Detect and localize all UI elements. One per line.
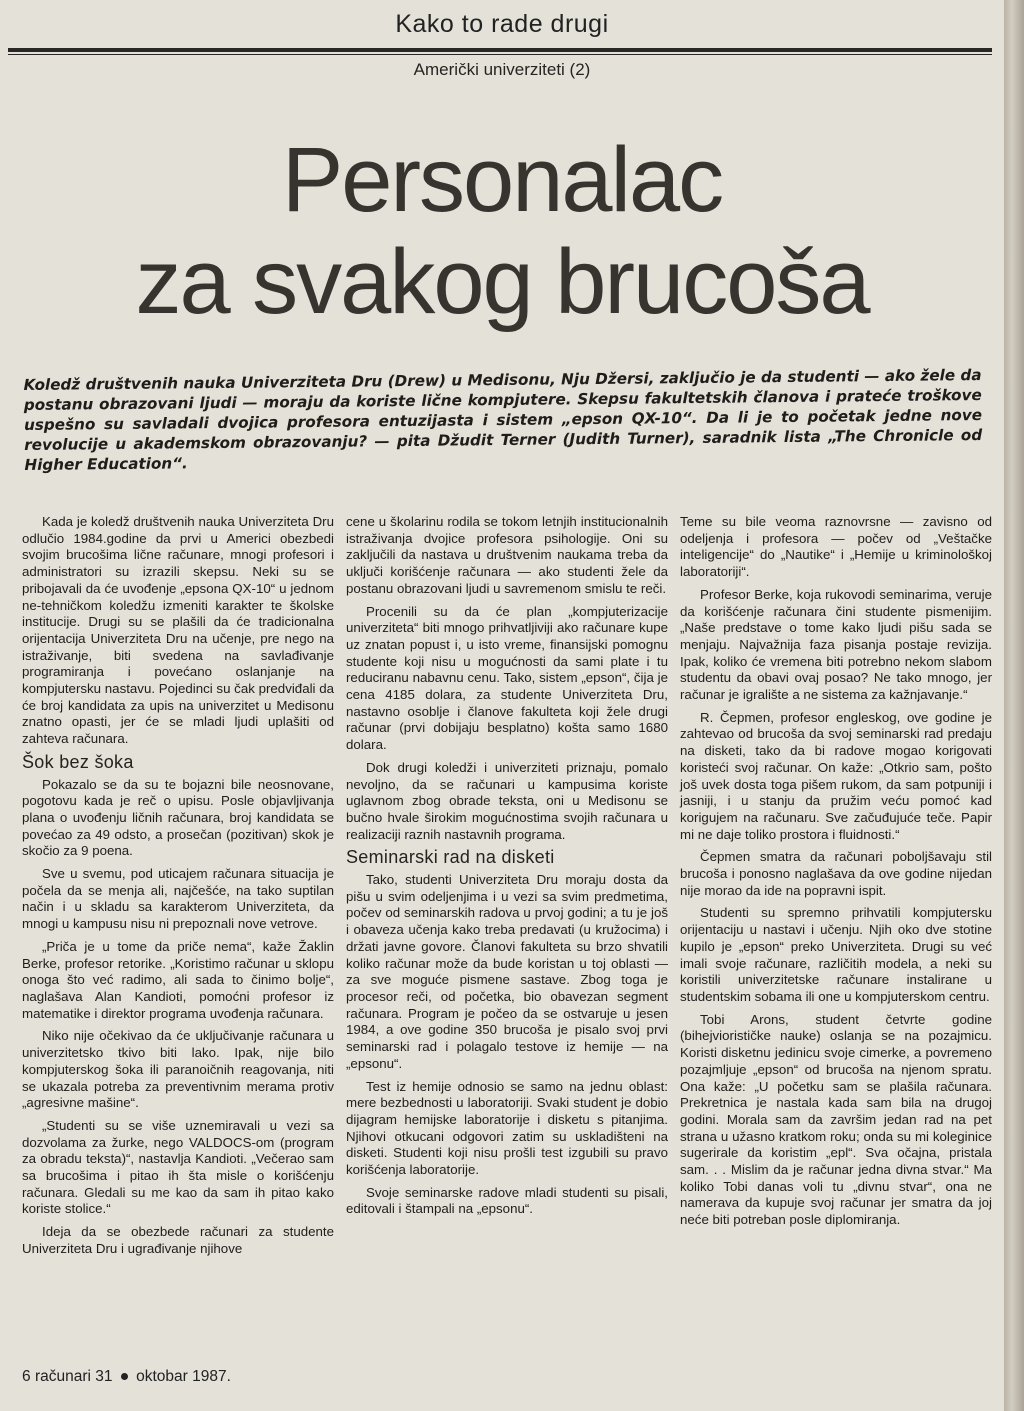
subheading: Seminarski rad na disketi bbox=[346, 847, 555, 868]
paragraph: R. Čepmen, profesor engleskog, ove godine je zahtevao od brucoša da svoj seminarski rad predaju na disketi, tako da bi radove mogao korigovati koristeći svoj računar. On kaže: „Otkrio sam, pošto još uvek dosta toga pišem rukom, da sam potpuniji i jasniji, i u stanju da pružim veću pomoć kad korigujem na računaru. Sve začuđujuće teče. Papir mi ne daje toliko prostora i fluidnosti.“ bbox=[680, 709, 992, 842]
paragraph: Ideja da se obezbede računari za studente Univerziteta Dru i ugrađivanje njihove bbox=[22, 1224, 334, 1256]
headline-line-1: Personalac bbox=[281, 129, 723, 231]
paragraph: Tako, studenti Univerziteta Dru moraju dosta da pišu u svim odeljenjima i u vezi sa svim predmetima, počev od seminarskih radova u prvoj godini; a tu je još i obaveza učenja kako treba predavati (u kružocima) i držati javne govore. Članovi fakulteta su brzo shvatili koliko računar može da bude koristan u toj oblasti — za sve moguće pismene sastave. Zbog toga je procesor reči, od početka, bio obavezan segment računara. Program je počeo da se ostvaruje u jesen 1984, a ove godine 350 brucoša je pisalo svoj prvi seminarski rad i polagalo testove iz hemije — na „epsonu“. bbox=[346, 872, 668, 1071]
header-rule-thick bbox=[8, 48, 992, 52]
paragraph: Tobi Arons, student četvrte godine (biheјvioristіčke nauke) oslanja se na pozajmicu. Koristi disketnu jedinicu svoje cimerke, a povremeno pozajmljuje „epson“ od brucoša na njenom spratu. Ona kaže: „U početku sam se plašila računara. Prekretnica je nastala kada sam bila na drugoj godini. Morala sam da završim jedan rad na pet strana u užasno kratkom roku; onda su mi koleginice sugerirale da koristim „epl“. Sva očajna, pristala sam. . . Mislim da je računar jedna divna stvar.“ Ma koliko Tobi danas voli tu „divnu stvar“, ona ne namerava da kupuje svoj računar jer smatra da joj neće biti potreban posle diplomiranja. bbox=[680, 1011, 992, 1228]
header-rule-thin bbox=[8, 54, 992, 55]
paragraph: Sve u svemu, pod uticajem računara situacija je počela da se menja ali, najčešće, na tako suptilan način i u skladu sa karakterom Univerziteta, da mnogi u kampusu nisu ni prepoznali nove vetrove. bbox=[22, 866, 334, 932]
bullet-dot bbox=[121, 1373, 128, 1380]
page-number: 6 bbox=[22, 1368, 31, 1385]
paragraph: Kada je koledž društvenih nauka Univerziteta Dru odlučio 1984.godine da prvi u Americi obezbedi svojim brucošima lične računare, mnogi profesori i administratori su izrazili skepsu. Neki su se pribojavali da će uvođenje „epsona QX-10“ u jednom ne-tehničkom koledžu izmeniti karakter te školske institucije. Drugi su se plašili da će tradicionalna orijentacija Univerziteta Dru na učenje, pre nego na istraživanje, biti svedena na savlađivanje programiranja i povećano oslanjanje na kompjutersku nastavu. Pojedinci su čak predviđali da će broj kandidata za upis na univerzitet u Medisonu znatno opasti, jer će se mladi ljudi uplašiti od zahteva računara. bbox=[22, 514, 334, 747]
subheading: Šok bez šoka bbox=[22, 751, 134, 772]
paragraph: cene u školarinu rodila se tokom letnjih institucionalnih istraživanja dvojice profesora psihologije. Oni su zaključili da nastava u društvenim naukama treba da uključi korišćenje računara — ako studenti žele da postanu obrazovani ljudi u savremenom smislu te reči. bbox=[346, 514, 668, 596]
headline-line-2: za svakog brucoša bbox=[135, 231, 869, 333]
paragraph: Čepmen smatra da računari poboljšavaju stil brucoša i ponosno naglašava da ove godine nijedan nije morao da ide na popravni ispit. bbox=[680, 849, 992, 898]
section-title: Kako to rade drugi bbox=[395, 10, 609, 38]
paragraph: Studenti su spremno prihvatili kompjutersku orijentaciju u nastavi i učenju. Njih oko dve stotine kupilo je „epson“ preko Univerziteta. Drugi su već imali svoje računare, različitih modela, a neki su koristili univerzitetske računare instalirane u studentskim sobama ili one u kompjuterskom centru. bbox=[680, 905, 992, 1004]
paragraph: „Priča je u tome da priče nema“, kaže Žaklin Berke, profesor retorike. „Koristimo računar u sklopu onoga što već radimo, ali sada to činimo bolje“, naglašava Alan Kandioti, pomoćni profesor iz matematike i direktor programa uvođenja računara. bbox=[22, 938, 334, 1021]
paragraph: „Studenti su se više uznemiravali u vezi sa dozvolama za žurke, nego VALDOCS-om (program za obradu teksta)“, nastavlja Kandioti. „Večerao sam sa brucošima i pitao ih šta misle o korišćenju računara. Gledali su me kao da sam ih pitao kako koriste stolice.“ bbox=[22, 1117, 334, 1217]
page-footer bbox=[22, 1368, 231, 1386]
issue-date: oktobar 1987. bbox=[136, 1368, 231, 1385]
paragraph: Dok drugi koledži i univerziteti priznaju, pomalo nevoljno, da se računari u kampusima koriste uglavnom zbog obrade teksta, oni u Medisonu se bučno hvale širokim mogućnostima svojih računara u realizaciji raznih nastavnih programa. bbox=[346, 759, 668, 842]
column-3 bbox=[680, 514, 992, 1235]
column-2 bbox=[346, 514, 668, 1224]
paragraph: Pokazalo se da su te bojazni bile neosnovane, pogotovu kada je reč o upisu. Posle objavljivanja plana o uvođenju ličnih računara, broj kandidata se povećao za 49 odsto, a prosečan (pozitivan) skok je skočio za 9 poena. bbox=[22, 776, 334, 859]
column-1 bbox=[22, 514, 334, 1264]
page-edge bbox=[1004, 0, 1024, 1411]
paragraph: Teme su bile veoma raznovrsne — zavisno od odeljenja i profesora — počev od „Veštačke inteligencije“ do „Nautike“ i „Hemije u kriminološkoj laboratoriji“. bbox=[680, 514, 992, 580]
paragraph: Niko nije očekivao da će uključivanje računara u univerzitetsko tkivo biti lako. Ipak, nije bilo kompjuterskog šoka ili paranoičnih reagovanja, niti se ukazala potreba za preventivnim merama protiv „agresivne mašine“. bbox=[22, 1028, 334, 1111]
paragraph: Profesor Berke, koja rukovodi seminarima, veruje da korišćenje računara čini studente pismenijim. „Naše predstave o tome kako ljudi pišu sada se menjaju. Najvažnija faza pisanja postaje revizija. Ipak, koliko će vremena biti potrebno nekom slabom studentu da obavi ovaj posao? Ne tako mnogo, jer računar je igralište a ne sistema za kažnjavanje.“ bbox=[680, 586, 992, 703]
paragraph: Test iz hemije odnosio se samo na jednu oblast: mere bezbednosti u laboratoriji. Svaki student je dobio dijagram hemijske laboratorije i disketu s pitanjima. Njihovi otkucani odgovori zatim su uskladišteni na disketi. Studenti koji nisu prošli test izgubili su pravo korišćenja laboratorije. bbox=[346, 1078, 668, 1178]
magazine-issue: računari 31 bbox=[34, 1368, 113, 1385]
article-lede: Koledž društvenih nauka Univerziteta Dru (Drew) u Medisonu, Nju Džersi, zaključio je da studenti — ako žele da postanu obrazovani ljudi — moraju da koriste lične kompjutere. Skepsu fakultetskih članova i prateće troškove uspešno su savladali dvojica profesora entuzijasta i sistem „epson QX-10“. Da li je to početak jedne nove revolucije u akademskom obrazovanju? — pita Džudit Terner (Judith Turner), saradnik lista „The Chronicle od Higher Education“. bbox=[23, 365, 983, 475]
paragraph: Svoje seminarske radove mladi studenti su pisali, editovali i štampali na „epsonu“. bbox=[346, 1184, 668, 1217]
paragraph: Procenili su da će plan „kompjuterizacije univerziteta“ biti mnogo prihvatljiviji ako računare kupe uz znatan popust i, u isto vreme, finansijski pomognu studente koji nisu u mogućnosti da sami plate i tu reduciranu nabavnu cenu. Tako, sistem „epson“, čija je cena 4185 dolara, za studente Univerziteta Dru, nastavno osoblje i članove fakulteta koji žele drugi računar (prvi dobijaju besplatno) košta samo 1680 dolara. bbox=[346, 603, 668, 753]
series-title: Američki univerziteti (2) bbox=[413, 60, 591, 79]
